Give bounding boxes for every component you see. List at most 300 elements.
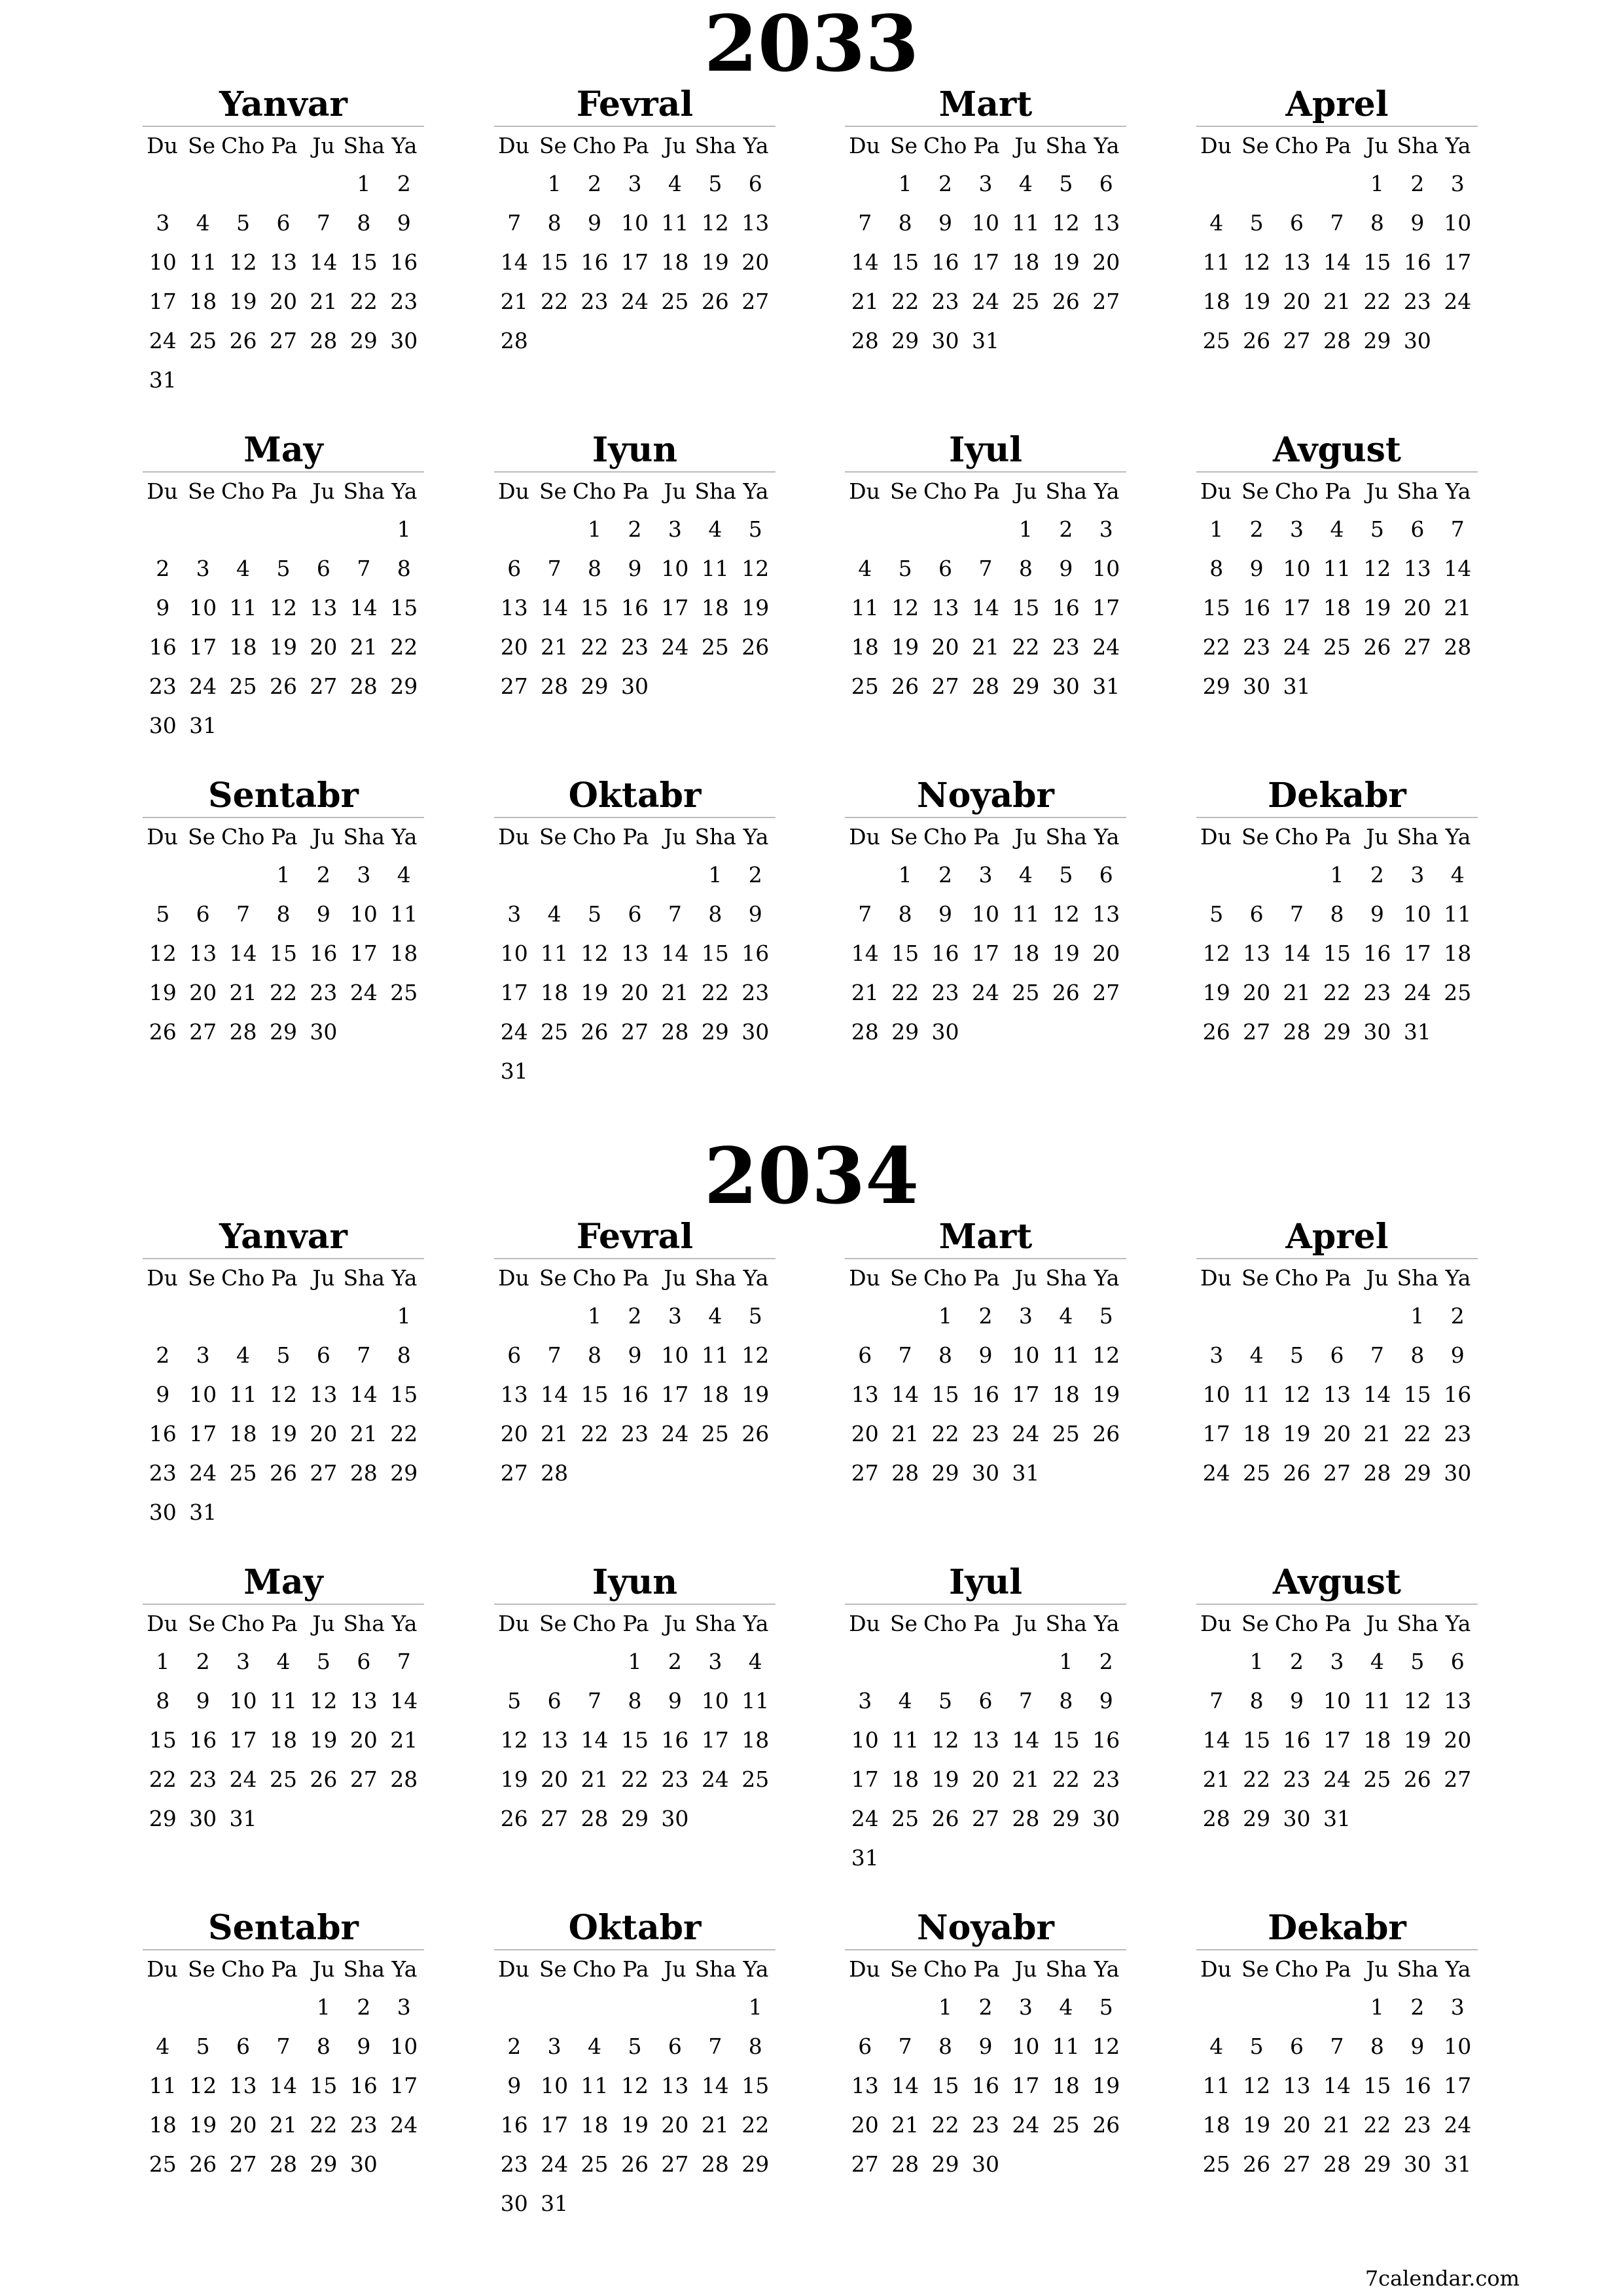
day-cell: 30 xyxy=(931,327,959,353)
day-cell: 10 xyxy=(701,1687,729,1713)
month-name: Aprel xyxy=(1196,1216,1478,1259)
day-cell: 26 xyxy=(931,1805,959,1831)
day-cell: 9 xyxy=(938,209,953,236)
weekday-label: Sha xyxy=(1045,823,1087,850)
weekday-label: Du xyxy=(849,132,880,158)
day-cell: 6 xyxy=(1330,1342,1344,1368)
day-cell: 26 xyxy=(310,1766,338,1792)
weekday-label: Sha xyxy=(1045,1265,1087,1291)
day-cell: 9 xyxy=(1290,1687,1304,1713)
day-cell: 18 xyxy=(1012,249,1040,275)
day-cell: 6 xyxy=(938,555,953,581)
day-cell: 7 xyxy=(1290,901,1304,927)
day-cell: 31 xyxy=(971,327,999,353)
day-cell: 25 xyxy=(1323,634,1351,660)
day-cell: 13 xyxy=(1283,249,1311,275)
day-cell: 25 xyxy=(1202,327,1230,353)
day-cell: 25 xyxy=(1202,2151,1230,2177)
day-cell: 22 xyxy=(1363,288,1391,314)
day-cell: 7 xyxy=(898,2033,912,2059)
day-cell: 21 xyxy=(349,634,378,660)
week-row xyxy=(845,203,1126,242)
week-row xyxy=(494,548,776,588)
day-cell: 1 xyxy=(357,170,371,196)
day-cell: 16 xyxy=(580,249,609,275)
day-cell: 8 xyxy=(898,209,912,236)
day-cell: 7 xyxy=(547,1342,562,1368)
month-2034-11 xyxy=(845,1907,1126,2183)
day-cell: 26 xyxy=(1243,2151,1271,2177)
week-row xyxy=(143,1012,424,1051)
day-cell: 25 xyxy=(269,1766,297,1792)
day-cell: 14 xyxy=(229,940,257,966)
day-cell: 27 xyxy=(741,288,770,314)
day-cell: 28 xyxy=(1202,1805,1230,1831)
day-cell: 21 xyxy=(541,634,569,660)
day-cell: 8 xyxy=(397,555,411,581)
day-cell: 1 xyxy=(588,516,602,542)
year-title-2033: 2033 xyxy=(704,0,919,89)
day-cell: 20 xyxy=(229,2111,257,2138)
day-cell: 24 xyxy=(189,1460,217,1486)
day-cell: 17 xyxy=(661,594,689,620)
day-cell: 30 xyxy=(149,712,177,738)
day-cell: 23 xyxy=(620,1420,649,1446)
weekday-label: Pa xyxy=(622,1265,649,1291)
day-cell: 16 xyxy=(1403,249,1431,275)
weekday-label: Pa xyxy=(973,132,1000,158)
week-row xyxy=(1196,666,1478,706)
week-row xyxy=(143,2144,424,2183)
day-cell: 30 xyxy=(971,2151,999,2177)
weekday-label: Ya xyxy=(1094,1265,1120,1291)
day-cell: 30 xyxy=(349,2151,378,2177)
day-cell: 16 xyxy=(971,2072,999,2098)
day-cell: 11 xyxy=(541,940,569,966)
weekday-label: Du xyxy=(1200,1610,1232,1636)
day-cell: 29 xyxy=(1012,673,1040,699)
day-cell: 26 xyxy=(1202,1018,1230,1045)
day-cell: 24 xyxy=(541,2151,569,2177)
day-cell: 28 xyxy=(1444,634,1472,660)
month-2034-4 xyxy=(1196,1216,1478,1492)
day-cell: 21 xyxy=(1363,1420,1391,1446)
day-cell: 25 xyxy=(891,1805,919,1831)
day-cell: 24 xyxy=(661,634,689,660)
weekday-label: Ju xyxy=(312,132,335,158)
weekday-label: Ya xyxy=(1094,478,1120,504)
day-cell: 1 xyxy=(748,1994,762,2020)
day-cell: 16 xyxy=(971,1381,999,1407)
day-cell: 2 xyxy=(1099,1648,1113,1674)
weekday-label: Pa xyxy=(622,132,649,158)
month-name: Yanvar xyxy=(143,84,424,127)
day-cell: 25 xyxy=(1363,1766,1391,1792)
day-cell: 9 xyxy=(1410,209,1425,236)
day-cell: 31 xyxy=(541,2190,569,2216)
day-cell: 21 xyxy=(310,288,338,314)
weekday-label: Se xyxy=(1241,478,1270,504)
week-row xyxy=(143,2026,424,2066)
day-cell: 19 xyxy=(500,1766,528,1792)
week-row xyxy=(1196,973,1478,1012)
day-cell: 1 xyxy=(1330,861,1344,888)
week-row xyxy=(1196,1681,1478,1720)
day-cell: 7 xyxy=(276,2033,291,2059)
month-name: Fevral xyxy=(494,1216,776,1259)
day-cell: 7 xyxy=(316,209,330,236)
day-cell: 24 xyxy=(1444,288,1472,314)
day-cell: 17 xyxy=(349,940,378,966)
day-cell: 21 xyxy=(229,979,257,1005)
day-cell: 5 xyxy=(1209,901,1224,927)
day-cell: 29 xyxy=(1363,2151,1391,2177)
day-cell: 9 xyxy=(1370,901,1384,927)
day-cell: 11 xyxy=(1323,555,1351,581)
day-cell: 20 xyxy=(661,2111,689,2138)
week-row xyxy=(845,1838,1126,1877)
weekday-label: Cho xyxy=(1275,478,1319,504)
day-cell: 22 xyxy=(701,979,729,1005)
day-cell: 13 xyxy=(851,2072,879,2098)
week-row xyxy=(1196,1759,1478,1799)
day-cell: 27 xyxy=(1444,1766,1472,1792)
day-cell: 8 xyxy=(156,1687,170,1713)
day-cell: 23 xyxy=(149,673,177,699)
week-row xyxy=(845,1799,1126,1838)
day-cell: 19 xyxy=(1363,594,1391,620)
day-cell: 29 xyxy=(931,1460,959,1486)
day-cell: 4 xyxy=(898,1687,912,1713)
day-cell: 17 xyxy=(500,979,528,1005)
day-cell: 13 xyxy=(661,2072,689,2098)
day-cell: 10 xyxy=(1012,1342,1040,1368)
weekday-label: Ju xyxy=(1014,1610,1037,1636)
day-cell: 18 xyxy=(1444,940,1472,966)
weekday-label: Ya xyxy=(1445,1265,1471,1291)
day-cell: 17 xyxy=(1012,1381,1040,1407)
day-cell: 29 xyxy=(931,2151,959,2177)
month-name: Iyun xyxy=(494,429,776,473)
day-cell: 6 xyxy=(748,170,762,196)
day-cell: 21 xyxy=(349,1420,378,1446)
week-row xyxy=(494,1799,776,1838)
week-row xyxy=(1196,321,1478,360)
day-cell: 15 xyxy=(580,594,609,620)
week-row xyxy=(143,1987,424,2026)
day-cell: 30 xyxy=(661,1805,689,1831)
day-cell: 18 xyxy=(229,1420,257,1446)
day-cell: 28 xyxy=(1012,1805,1040,1831)
day-cell: 31 xyxy=(500,1058,528,1084)
week-row xyxy=(143,1681,424,1720)
day-cell: 6 xyxy=(357,1648,371,1674)
weekday-label: Pa xyxy=(271,1956,298,1982)
day-cell: 6 xyxy=(236,2033,251,2059)
day-cell: 19 xyxy=(1052,249,1080,275)
weekday-label: Cho xyxy=(221,1956,265,1982)
day-cell: 14 xyxy=(541,1381,569,1407)
weekday-label: Se xyxy=(889,132,918,158)
day-cell: 28 xyxy=(500,327,528,353)
day-cell: 5 xyxy=(748,516,762,542)
day-cell: 6 xyxy=(1450,1648,1465,1674)
month-2033-5 xyxy=(143,429,424,745)
weekday-header xyxy=(845,1950,1126,1987)
week-row xyxy=(494,2105,776,2144)
day-cell: 11 xyxy=(149,2072,177,2098)
day-cell: 28 xyxy=(1323,2151,1351,2177)
day-cell: 9 xyxy=(156,1381,170,1407)
day-cell: 17 xyxy=(1444,2072,1472,2098)
day-cell: 29 xyxy=(1403,1460,1431,1486)
day-cell: 8 xyxy=(1370,2033,1384,2059)
day-cell: 26 xyxy=(620,2151,649,2177)
week-row xyxy=(845,894,1126,933)
day-cell: 8 xyxy=(357,209,371,236)
day-cell: 26 xyxy=(1092,1420,1120,1446)
day-cell: 28 xyxy=(661,1018,689,1045)
week-row xyxy=(143,1335,424,1374)
weekday-label: Du xyxy=(498,1610,529,1636)
day-cell: 7 xyxy=(357,555,371,581)
day-cell: 17 xyxy=(1012,2072,1040,2098)
day-cell: 19 xyxy=(189,2111,217,2138)
week-row xyxy=(143,1759,424,1799)
month-2034-12 xyxy=(1196,1907,1478,2183)
day-cell: 6 xyxy=(507,1342,522,1368)
weekday-label: Du xyxy=(147,478,178,504)
day-cell: 8 xyxy=(588,1342,602,1368)
day-cell: 31 xyxy=(1444,2151,1472,2177)
day-cell: 5 xyxy=(1410,1648,1425,1674)
weekday-label: Ju xyxy=(1366,1265,1389,1291)
weekday-label: Sha xyxy=(1045,1610,1087,1636)
weekday-label: Ya xyxy=(743,823,769,850)
day-cell: 27 xyxy=(1283,327,1311,353)
day-cell: 19 xyxy=(1403,1727,1431,1753)
day-cell: 4 xyxy=(668,170,682,196)
day-cell: 30 xyxy=(620,673,649,699)
day-cell: 17 xyxy=(701,1727,729,1753)
day-cell: 19 xyxy=(931,1766,959,1792)
day-cell: 1 xyxy=(1209,516,1224,542)
weekday-label: Sha xyxy=(343,478,385,504)
day-cell: 19 xyxy=(1243,288,1271,314)
day-cell: 16 xyxy=(500,2111,528,2138)
month-name: Mart xyxy=(845,1216,1126,1259)
week-row xyxy=(845,855,1126,894)
week-row xyxy=(494,1051,776,1090)
day-cell: 22 xyxy=(541,288,569,314)
day-cell: 13 xyxy=(971,1727,999,1753)
weekday-label: Pa xyxy=(1325,132,1351,158)
day-cell: 23 xyxy=(390,288,418,314)
day-cell: 16 xyxy=(189,1727,217,1753)
month-name: Oktabr xyxy=(494,775,776,818)
week-row xyxy=(143,548,424,588)
weekday-label: Ju xyxy=(1014,823,1037,850)
day-cell: 14 xyxy=(1363,1381,1391,1407)
day-cell: 9 xyxy=(196,1687,210,1713)
day-cell: 2 xyxy=(938,861,953,888)
weekday-label: Ya xyxy=(391,1265,418,1291)
day-cell: 5 xyxy=(276,1342,291,1368)
day-cell: 22 xyxy=(1403,1420,1431,1446)
month-2033-7 xyxy=(845,429,1126,706)
day-cell: 5 xyxy=(236,209,251,236)
day-cell: 2 xyxy=(397,170,411,196)
day-cell: 18 xyxy=(851,634,879,660)
weekday-label: Sha xyxy=(694,823,736,850)
day-cell: 28 xyxy=(349,1460,378,1486)
day-cell: 6 xyxy=(858,1342,872,1368)
day-cell: 8 xyxy=(397,1342,411,1368)
day-cell: 27 xyxy=(310,673,338,699)
weekday-label: Ju xyxy=(664,1956,687,1982)
weekday-header xyxy=(845,818,1126,855)
day-cell: 25 xyxy=(229,673,257,699)
day-cell: 5 xyxy=(1249,2033,1264,2059)
week-row xyxy=(845,1641,1126,1681)
day-cell: 12 xyxy=(620,2072,649,2098)
day-cell: 24 xyxy=(971,979,999,1005)
weekday-label: Du xyxy=(498,1265,529,1291)
weekday-label: Se xyxy=(539,132,567,158)
weekday-label: Sha xyxy=(1397,478,1438,504)
week-row xyxy=(494,281,776,321)
day-cell: 13 xyxy=(349,1687,378,1713)
weekday-label: Ya xyxy=(1094,132,1120,158)
day-cell: 2 xyxy=(196,1648,210,1674)
day-cell: 21 xyxy=(500,288,528,314)
day-cell: 20 xyxy=(971,1766,999,1792)
day-cell: 10 xyxy=(189,1381,217,1407)
day-cell: 3 xyxy=(1209,1342,1224,1368)
day-cell: 9 xyxy=(397,209,411,236)
week-row xyxy=(494,2144,776,2183)
week-row xyxy=(1196,2026,1478,2066)
day-cell: 29 xyxy=(390,673,418,699)
week-row xyxy=(143,321,424,360)
week-row xyxy=(143,1799,424,1838)
day-cell: 14 xyxy=(851,940,879,966)
week-row xyxy=(1196,1335,1478,1374)
day-cell: 15 xyxy=(541,249,569,275)
day-cell: 20 xyxy=(310,1420,338,1446)
weekday-label: Sha xyxy=(1397,132,1438,158)
weekday-label: Sha xyxy=(1397,1610,1438,1636)
day-cell: 10 xyxy=(1092,555,1120,581)
day-cell: 6 xyxy=(507,555,522,581)
day-cell: 7 xyxy=(547,555,562,581)
day-cell: 26 xyxy=(741,634,770,660)
month-2034-9 xyxy=(143,1907,424,2183)
day-cell: 27 xyxy=(229,2151,257,2177)
day-cell: 9 xyxy=(316,901,330,927)
day-cell: 12 xyxy=(1283,1381,1311,1407)
day-cell: 25 xyxy=(661,288,689,314)
week-row xyxy=(845,1720,1126,1759)
day-cell: 18 xyxy=(229,634,257,660)
weekday-label: Ya xyxy=(391,132,418,158)
day-cell: 26 xyxy=(1092,2111,1120,2138)
day-cell: 20 xyxy=(1283,2111,1311,2138)
day-cell: 28 xyxy=(891,1460,919,1486)
day-cell: 18 xyxy=(741,1727,770,1753)
weekday-label: Pa xyxy=(973,1956,1000,1982)
day-cell: 18 xyxy=(661,249,689,275)
weekday-label: Ya xyxy=(1094,1956,1120,1982)
week-row xyxy=(1196,894,1478,933)
day-cell: 19 xyxy=(741,594,770,620)
day-cell: 15 xyxy=(1323,940,1351,966)
day-cell: 8 xyxy=(547,209,562,236)
day-cell: 18 xyxy=(269,1727,297,1753)
week-row xyxy=(845,548,1126,588)
week-row xyxy=(494,894,776,933)
day-cell: 21 xyxy=(269,2111,297,2138)
week-row xyxy=(143,1492,424,1532)
month-2033-10 xyxy=(494,775,776,1090)
month-name: Sentabr xyxy=(143,1907,424,1950)
weekday-label: Ya xyxy=(391,478,418,504)
day-cell: 15 xyxy=(891,940,919,966)
week-row xyxy=(143,360,424,399)
day-cell: 23 xyxy=(149,1460,177,1486)
week-row xyxy=(143,2105,424,2144)
weekday-label: Ju xyxy=(1366,132,1389,158)
week-row xyxy=(845,242,1126,281)
day-cell: 3 xyxy=(978,170,993,196)
day-cell: 3 xyxy=(1099,516,1113,542)
day-cell: 20 xyxy=(620,979,649,1005)
day-cell: 10 xyxy=(851,1727,879,1753)
day-cell: 27 xyxy=(931,673,959,699)
weekday-header xyxy=(494,1259,776,1296)
day-cell: 10 xyxy=(1012,2033,1040,2059)
day-cell: 18 xyxy=(149,2111,177,2138)
week-row xyxy=(494,1374,776,1414)
weekday-label: Sha xyxy=(1045,132,1087,158)
day-cell: 17 xyxy=(661,1381,689,1407)
day-cell: 13 xyxy=(1444,1687,1472,1713)
day-cell: 26 xyxy=(269,673,297,699)
day-cell: 17 xyxy=(189,634,217,660)
weekday-header xyxy=(494,1950,776,1987)
day-cell: 15 xyxy=(1243,1727,1271,1753)
day-cell: 28 xyxy=(541,673,569,699)
day-cell: 21 xyxy=(661,979,689,1005)
weekday-label: Se xyxy=(1241,1265,1270,1291)
week-row xyxy=(1196,2066,1478,2105)
day-cell: 26 xyxy=(891,673,919,699)
day-cell: 4 xyxy=(1018,861,1033,888)
week-row xyxy=(1196,588,1478,627)
day-cell: 15 xyxy=(1363,2072,1391,2098)
weekday-label: Pa xyxy=(271,1610,298,1636)
day-cell: 24 xyxy=(1012,2111,1040,2138)
day-cell: 2 xyxy=(938,170,953,196)
weekday-header xyxy=(143,1259,424,1296)
weekday-label: Cho xyxy=(221,132,265,158)
day-cell: 20 xyxy=(931,634,959,660)
month-name: Dekabr xyxy=(1196,775,1478,818)
day-cell: 7 xyxy=(1330,2033,1344,2059)
day-cell: 28 xyxy=(269,2151,297,2177)
weekday-label: Cho xyxy=(1275,1265,1319,1291)
day-cell: 21 xyxy=(891,2111,919,2138)
